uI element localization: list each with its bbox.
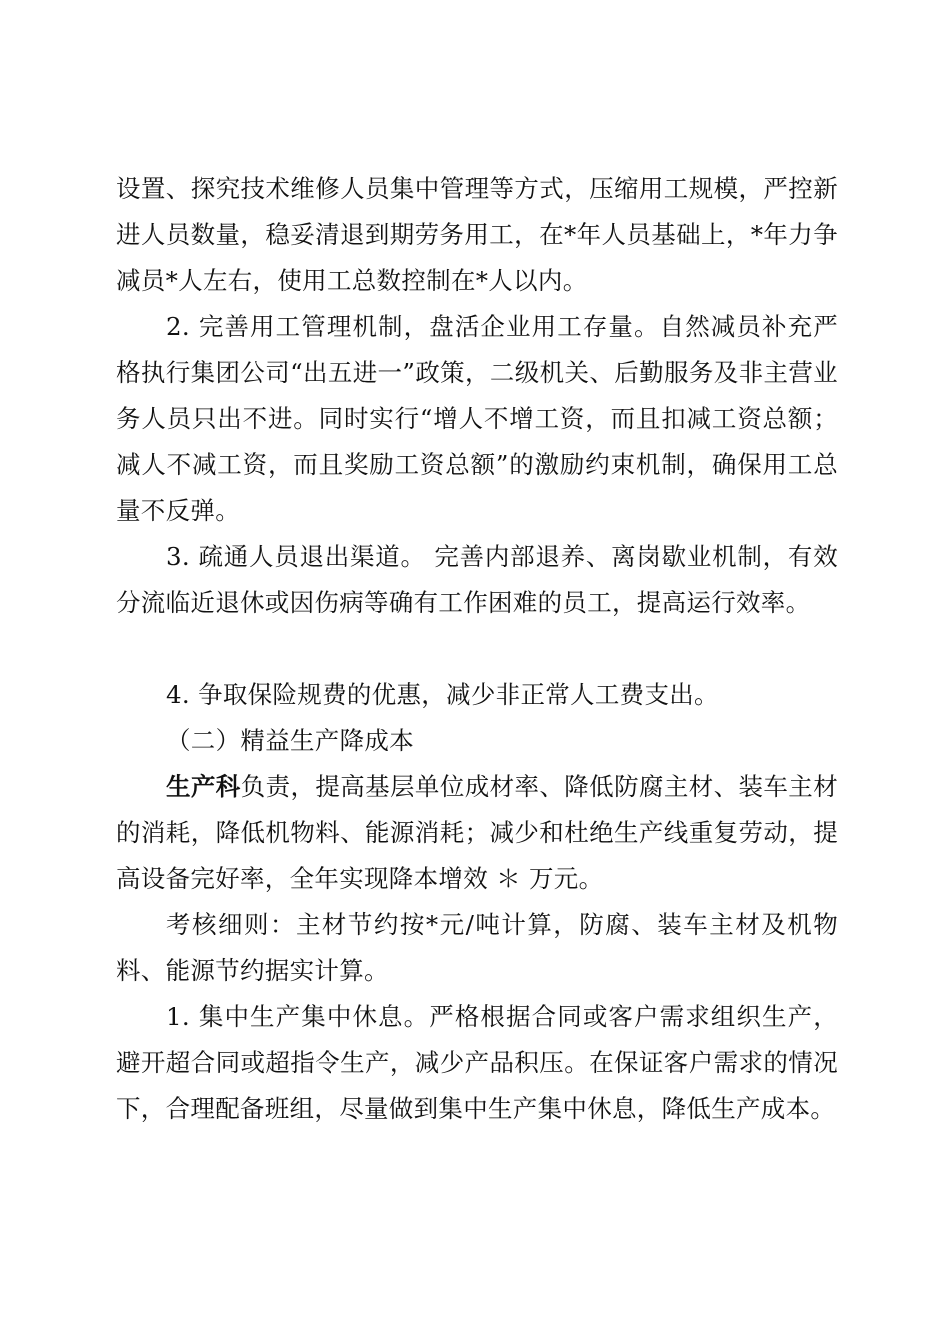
paragraph-item-2: 2. 完善用工管理机制，盘活企业用工存量。自然减员补充严格执行集团公司“出五进一”政策，二级机关、后勤服务及非主营业务人员只出不进。同时实行“增人不增工资，而且扣减工资总额；减人不减工资，而且奖励工资总额”的激励约束机制，确保用工总量不反弹。 — [116, 312, 838, 525]
production-dept-text: 负责，提高基层单位成材率、降低防腐主材、装车主材的消耗，降低机物料、能源消耗；减少和杜绝生产线重复劳动，提高设备完好率，全年实现降本增效 ＊ 万元。 — [116, 772, 838, 893]
paragraph-assessment-rules: 考核细则：主材节约按*元/吨计算，防腐、装车主材及机物料、能源节约据实计算。 — [116, 910, 838, 985]
paragraph-item-1-concentrated-production: 1. 集中生产集中休息。严格根据合同或客户需求组织生产，避开超合同或超指令生产，减少产品积压。在保证客户需求的情况下，合理配备班组，尽量做到集中生产集中休息，降低生产成本。 — [116, 1002, 838, 1123]
paragraph-item-4: 4. 争取保险规费的优惠，减少非正常人工费支出。 — [166, 680, 719, 709]
paragraph-workforce-scale: 设置、探究技术维修人员集中管理等方式，压缩用工规模，严控新进人员数量，稳妥清退到期劳务用工，在*年人员基础上，*年力争减员*人左右，使用工总数控制在*人以内。 — [116, 174, 838, 295]
paragraph-production-dept — [116, 764, 838, 902]
paragraph-item-3: 3. 疏通人员退出渠道。 完善内部退养、离岗歇业机制，有效分流临近退休或因伤病等确有工作困难的员工，提高运行效率。 — [116, 542, 838, 617]
document-page — [116, 166, 838, 1132]
section-heading-lean-production: （二）精益生产降成本 — [166, 726, 414, 755]
production-dept-label: 生产科 — [166, 772, 241, 801]
